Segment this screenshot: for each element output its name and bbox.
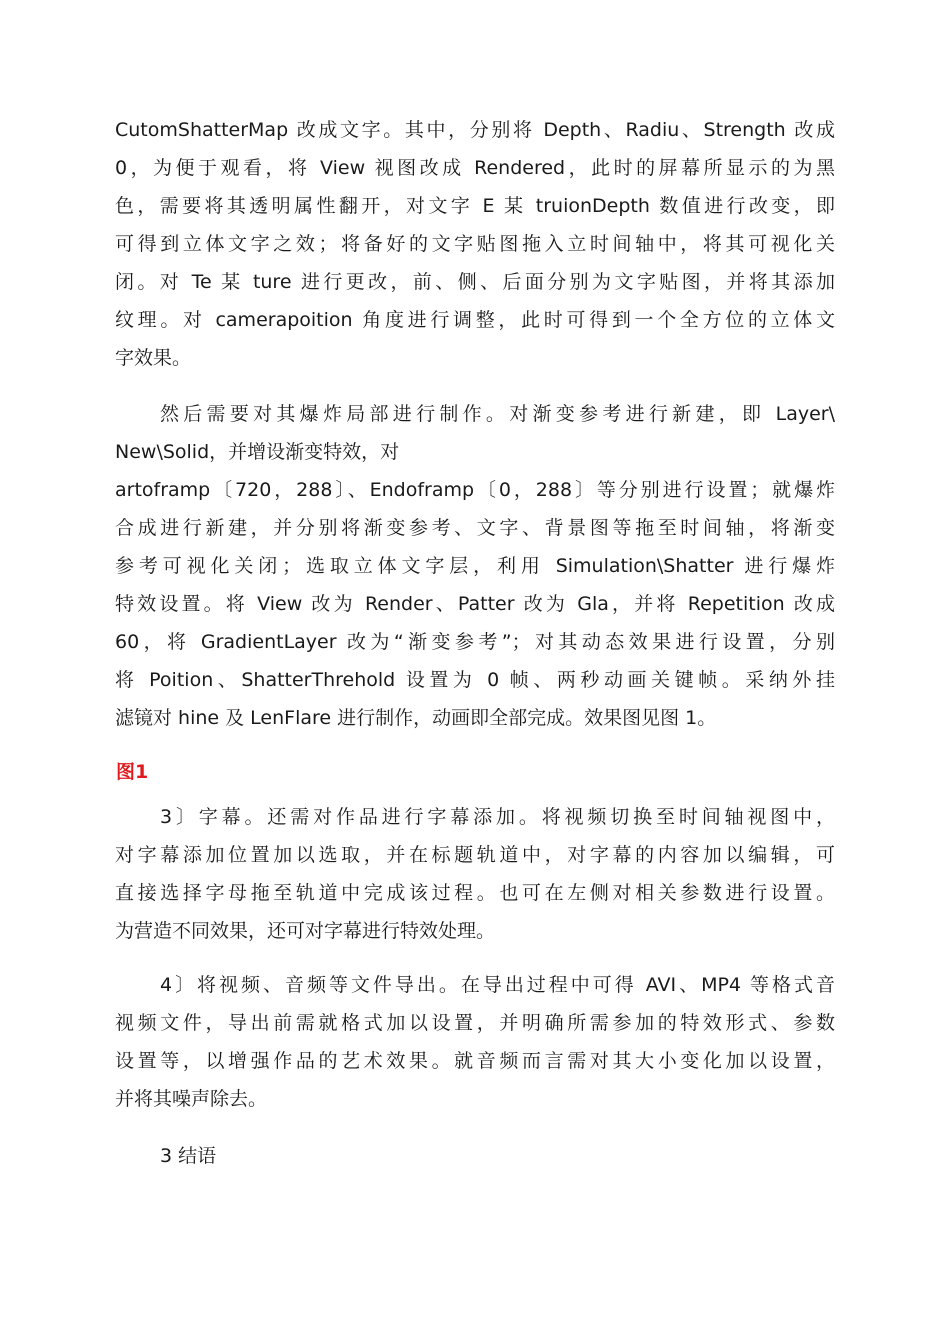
text-line: 4〕将视频、音频等文件导出。在导出过程中可得 AVI、MP4 等格式音	[160, 974, 835, 996]
text-line: 合成进行新建，并分别将渐变参考、文字、背景图等拖至时间轴，将渐变	[115, 517, 835, 539]
text-line: 色，需要将其透明属性翻开，对文字 E 某 truionDepth 数值进行改变，即	[115, 195, 835, 217]
text-line: 3〕字幕。还需对作品进行字幕添加。将视频切换至时间轴视图中，	[160, 806, 835, 828]
text-line: 并将其噪声除去。	[115, 1088, 268, 1110]
text-line: 将 Poition、ShatterThrehold 设置为 0 帧、两秒动画关键帧。采纳外挂	[115, 669, 835, 691]
text-line: artoframp〔720，288〕、Endoframp〔0，288〕等分别进行设置；就爆炸	[115, 479, 835, 501]
text-line: 闭。对 Te 某 ture 进行更改，前、侧、后面分别为文字贴图，并将其添加	[115, 271, 835, 293]
text-line: 字效果。	[115, 347, 192, 369]
text-line: 设置等，以增强作品的艺术效果。就音频而言需对其大小变化加以设置，	[115, 1050, 835, 1072]
text-line: 直接选择字母拖至轨道中完成该过程。也可在左侧对相关参数进行设置。	[115, 882, 835, 904]
section-heading: 3 结语	[160, 1145, 217, 1167]
text-line: CutomShatterMap 改成文字。其中，分别将 Depth、Radiu、Strength 改成	[115, 119, 835, 141]
text-line: 视频文件，导出前需就格式加以设置，并明确所需参加的特效形式、参数	[115, 1012, 835, 1034]
paragraph-shatter-map	[115, 111, 835, 377]
text-line: 可得到立体文字之效；将备好的文字贴图拖入立时间轴中，将其可视化关	[115, 233, 835, 255]
text-line: 滤镜对 hine 及 LenFlare 进行制作，动画即全部完成。效果图见图 1。	[115, 707, 717, 729]
paragraph-subtitles	[115, 798, 835, 950]
text-line: 特效设置。将 View 改为 Render、Patter 改为 Gla，并将 Repetition 改成	[115, 593, 835, 615]
figure-label: 图1	[116, 761, 149, 783]
text-line: 为营造不同效果，还可对字幕进行特效处理。	[115, 920, 496, 942]
text-line: 纹理。对 camerapoition 角度进行调整，此时可得到一个全方位的立体文	[115, 309, 835, 331]
paragraph-explosion	[115, 395, 835, 737]
text-line: 对字幕添加位置加以选取，并在标题轨道中，对字幕的内容加以编辑，可	[115, 844, 835, 866]
text-line: 然后需要对其爆炸局部进行制作。对渐变参考进行新建，即 Layer\	[160, 403, 835, 425]
paragraph-export	[115, 966, 835, 1118]
text-line: 参考可视化关闭；选取立体文字层，利用 Simulation\Shatter 进行爆炸	[115, 555, 835, 577]
text-line: 60，将 GradientLayer 改为“渐变参考”；对其动态效果进行设置，分别	[115, 631, 835, 653]
text-line: 0，为便于观看，将 View 视图改成 Rendered，此时的屏幕所显示的为黑	[115, 157, 835, 179]
text-line: New\Solid，并增设渐变特效，对	[115, 441, 400, 463]
